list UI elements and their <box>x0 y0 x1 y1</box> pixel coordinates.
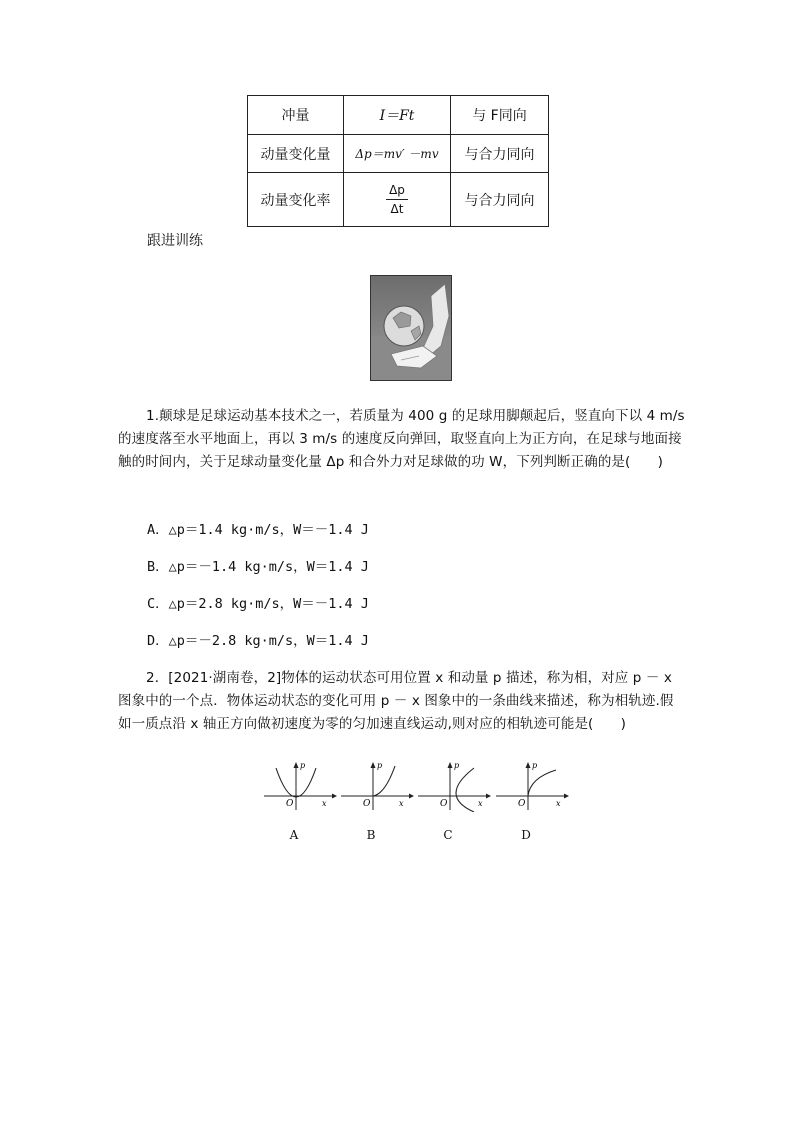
section-label: 跟进训练 <box>147 233 203 249</box>
fraction-numerator: Δp <box>386 183 408 200</box>
axis-label-y: p <box>300 761 306 770</box>
graph-b[interactable] <box>339 760 419 812</box>
summary-table <box>247 95 549 227</box>
origin-label: O <box>518 799 526 809</box>
graph-d[interactable] <box>494 760 574 812</box>
graph-a[interactable] <box>262 760 342 812</box>
axis-label-y: p <box>377 761 383 770</box>
axis-label-y: p <box>532 761 538 770</box>
graph-label-b: B <box>366 828 376 842</box>
graph-label-c: C <box>443 828 453 842</box>
option-b[interactable]: B．△p＝－1.4 kg·m/s，W＝1.4 J <box>147 559 369 575</box>
table-cell-direction: 与合力同向 <box>451 135 549 173</box>
axis-label-x: x <box>556 799 561 808</box>
fraction-denominator: Δt <box>390 201 404 216</box>
table-row <box>248 135 549 173</box>
option-d[interactable]: D．△p＝－2.8 kg·m/s，W＝1.4 J <box>147 633 369 649</box>
axis-label-y: p <box>454 761 460 770</box>
axis-label-x: x <box>478 799 483 808</box>
graph-label-d: D <box>521 828 531 842</box>
option-c[interactable]: C．△p＝2.8 kg·m/s，W＝－1.4 J <box>147 596 369 612</box>
table-cell-name: 动量变化量 <box>248 135 344 173</box>
table-cell-formula: Δp＝mv′ －mv <box>344 135 451 173</box>
fraction <box>386 183 408 216</box>
table-cell-direction: 与 F同向 <box>451 96 549 135</box>
table-cell-formula <box>344 173 451 227</box>
table-cell-formula: I＝Ft <box>344 96 451 135</box>
origin-label: O <box>363 799 371 809</box>
option-a[interactable]: A．△p＝1.4 kg·m/s，W＝－1.4 J <box>147 522 369 538</box>
question-2-text: 2．[2021·湖南卷，2]物体的运动状态可用位置 x 和动量 p 描述，称为相，对应 p － x 图象中的一个点．物体运动状态的变化可用 p － x 图象中的一条曲线来描述，称为相轨迹.假如一质点沿 x 轴正方向做初速度为零的匀加速直线运动,则对应的相轨迹可能是( ) <box>118 670 674 732</box>
origin-label: O <box>286 799 294 809</box>
origin-label: O <box>440 799 448 809</box>
axis-label-x: x <box>399 799 404 808</box>
graph-c[interactable] <box>416 760 496 812</box>
table-row <box>248 96 549 135</box>
table-cell-name: 冲量 <box>248 96 344 135</box>
axis-label-x: x <box>322 799 327 808</box>
table-cell-direction: 与合力同向 <box>451 173 549 227</box>
table-row <box>248 173 549 227</box>
graph-label-a: A <box>289 828 299 842</box>
table-cell-name: 动量变化率 <box>248 173 344 227</box>
question-1-text: 1.颠球是足球运动基本技术之一，若质量为 400 g 的足球用脚颠起后，竖直向下以 4 m/s 的速度落至水平地面上，再以 3 m/s 的速度反向弹回，取竖直向上为正方向，在足球与地面接触的时间内，关于足球动量变化量 Δp 和合外力对足球做的功 W，下列判断正确的是( ) <box>118 408 685 470</box>
football-photo <box>370 275 452 381</box>
